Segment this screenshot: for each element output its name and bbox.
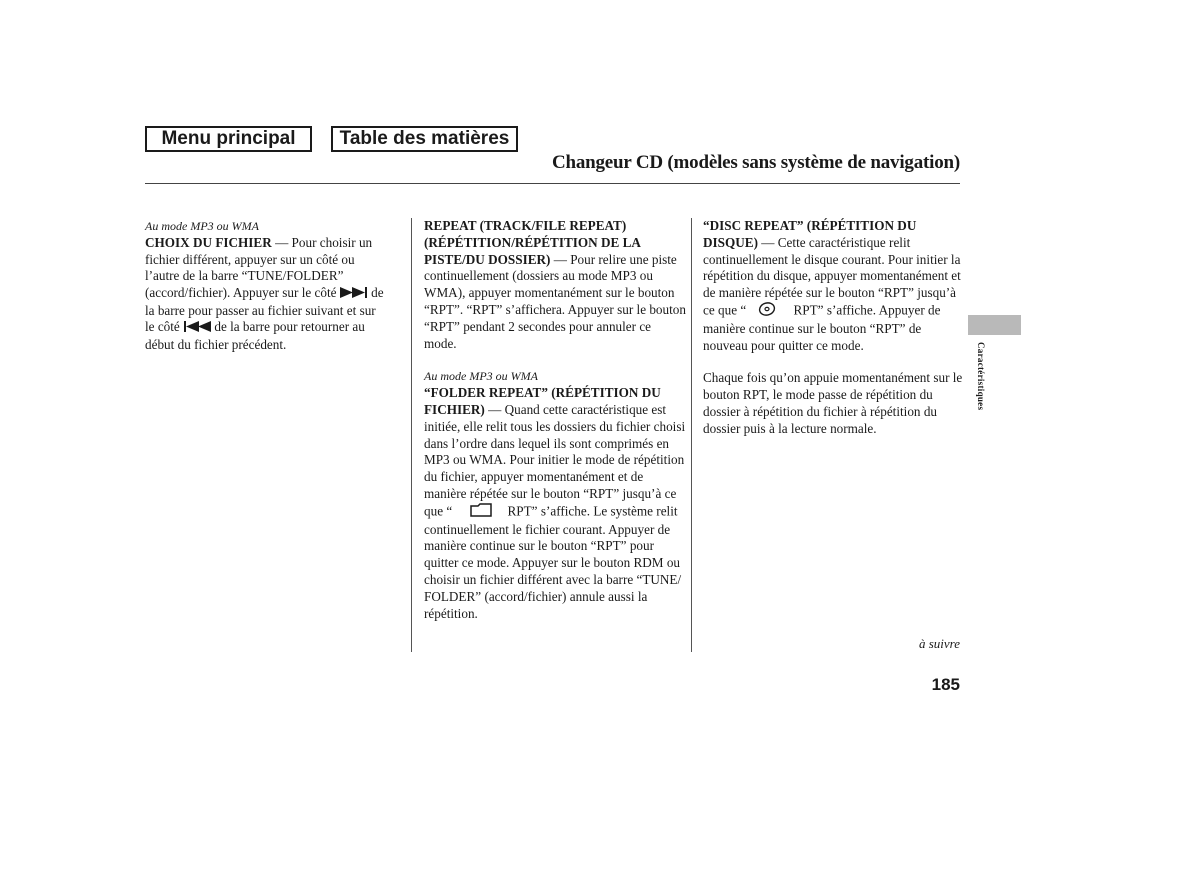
mode-note: Au mode MP3 ou WMA xyxy=(424,369,538,384)
disc-icon xyxy=(758,302,776,321)
body-text: de la barre pour retourner au début du fichier précédent. xyxy=(145,319,365,352)
body-text: RPT” s’affiche. Le système relit continuellement le fichier courant. Appuyer de manière continue sur le bouton “RPT” pour quitter ce mode. Appuyer sur le bouton RDM ou choisir un fichier différent avec la barre “TUNE/ FOLDER” (accord/fichier) annule aussi la répétition. xyxy=(424,503,682,621)
section-heading: “FOLDER REPEAT” (RÉPÉTITION DU FICHIER) xyxy=(424,385,661,417)
column-divider xyxy=(691,218,692,652)
body-text: — Pour choisir un fichier différent, appuyer sur un côté ou l’autre de la barre “TUNE/FOLDER” (accord/fichier). Appuyer sur le côté xyxy=(145,234,373,301)
mode-note: Au mode MP3 ou WMA xyxy=(145,219,259,233)
page-title: Changeur CD (modèles sans système de navigation) xyxy=(551,152,960,173)
double-arrow-right-icon xyxy=(340,286,368,303)
folder-icon xyxy=(470,503,492,522)
page-number: 185 xyxy=(931,675,960,694)
body-text: de la barre pour passer au fichier suivant et sur le côté xyxy=(145,285,384,335)
section-heading: “DISC REPEAT” (RÉPÉTITION DU DISQUE) xyxy=(703,218,917,250)
double-arrow-left-icon xyxy=(183,320,211,337)
continued-label: à suivre xyxy=(918,636,960,651)
body-paragraph: Chaque fois qu’on appuie momentanément sur le bouton RPT, le mode passe de répétition du dossier à répétition du fichier à répétition du dossier puis à la lecture normale. xyxy=(703,370,963,436)
section-label: Caractéristiques xyxy=(976,342,986,411)
body-text: RPT” s’affiche. Appuyer de manière continue sur le bouton “RPT” de nouveau pour quitter ce mode. xyxy=(703,302,941,353)
folder-repeat-paragraph xyxy=(424,385,686,622)
column-2 xyxy=(424,218,686,622)
column-divider xyxy=(411,218,412,652)
disc-repeat-paragraph xyxy=(703,218,965,354)
table-of-contents-button[interactable]: Table des matières xyxy=(331,126,518,152)
column-3 xyxy=(703,218,965,438)
header-divider xyxy=(145,183,960,184)
column-1 xyxy=(145,218,388,354)
body-text: — Cette caractéristique relit continuellement le disque courant. Pour initier la répétition du disque, appuyer momentanément et de manière répétée sur le bouton “RPT” jusqu’à ce que “ xyxy=(703,234,961,318)
section-tab xyxy=(968,315,1021,335)
body-text: — Quand cette caractéristique est initiée, elle relit tous les dossiers du fichier choisi dans l’ordre dans lequel ils sont comprimés en MP3 ou WMA. Pour initier le mode de répétition du fichier, appuyer momentanément et de manière répétée sur le bouton “RPT” jusqu’à ce que “ xyxy=(424,401,686,519)
repeat-paragraph xyxy=(424,218,686,352)
section-heading: REPEAT (TRACK/FILE REPEAT) (RÉPÉTITION/RÉPÉTITION DE LA PISTE/DU DOSSIER) xyxy=(424,218,641,267)
section-heading: CHOIX DU FICHIER xyxy=(145,234,272,250)
body-text: — Pour relire une piste continuellement (dossiers au mode MP3 ou WMA), appuyer momentanément sur le bouton “RPT”. “RPT” s’affichera. Appuyer sur le bouton “RPT” pendant 2 secondes pour annuler ce mode. xyxy=(424,251,686,351)
file-select-paragraph xyxy=(145,235,388,354)
main-menu-button[interactable]: Menu principal xyxy=(145,126,312,152)
